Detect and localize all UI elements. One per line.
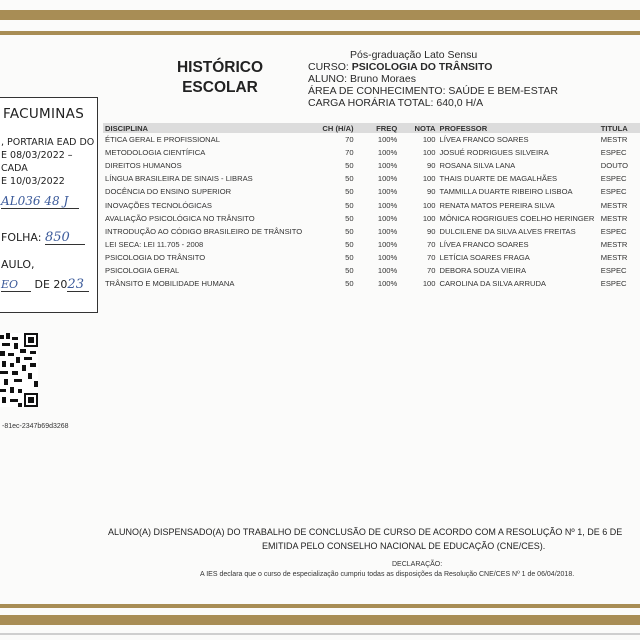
tcc-exemption-notice [108,525,640,553]
cell-nota: 90 [427,226,436,236]
cell-titulacao: MESTR [600,213,628,223]
bottom-page-edge [0,633,640,635]
cell-nota: 90 [427,161,436,171]
cell-professor: LETÍCIA SOARES FRAGA [439,252,530,262]
table-row [103,277,640,290]
cell-disciplina: INTRODUÇÃO AO CÓDIGO BRASILEIRO DE TRÂNSITO [105,226,303,236]
cell-freq: 100% [377,239,398,249]
course-row: CURSO: PSICOLOGIA DO TRÂNSITO [308,61,493,73]
cell-ch: 50 [345,161,354,171]
cell-titulacao: ESPEC [600,148,627,158]
cell-professor: THAIS DUARTE DE MAGALHÃES [439,174,558,184]
stamp-line-3: CADA [1,163,28,174]
document-title [145,58,295,98]
cell-ch: 50 [345,213,354,223]
verification-hash: -81ec-2347b69d3268 [2,423,69,430]
cell-freq: 100% [377,135,398,145]
student-name: Bruno Moraes [350,73,416,85]
table-row [103,172,640,185]
cell-nota: 90 [427,187,436,197]
cell-professor: JOSUÉ RODRIGUES SILVEIRA [439,148,549,158]
top-gold-band [0,10,640,20]
title-line-2: ESCOLAR [182,79,258,96]
cell-disciplina: INOVAÇÕES TECNOLÓGICAS [105,200,212,210]
cell-nota: 70 [427,265,436,275]
title-line-1: HISTÓRICO [176,59,264,76]
cell-ch: 50 [345,279,354,289]
grades-table [103,123,640,290]
header-nota: NOTA [399,123,437,133]
registration-stamp [0,97,98,313]
cell-professor: ROSANA SILVA LANA [439,161,516,171]
declaration-text: A IES declara que o curso de especialização cumpriu todas as disposições da Resolução CNE/CES Nº 1 de 06/04/2018. [200,571,575,578]
cell-disciplina: PSICOLOGIA GERAL [105,265,180,275]
stamp-year-label: DE 20 [34,278,68,291]
cell-nota: 100 [422,279,436,289]
cell-disciplina: PSICOLOGIA DO TRÂNSITO [105,252,206,262]
qr-code-icon [0,333,38,407]
table-row [103,185,640,198]
cell-titulacao: ESPEC [600,226,627,236]
table-header-row [103,123,640,133]
cell-titulacao: ESPEC [600,265,627,275]
cell-titulacao: ESPEC [600,279,627,289]
bottom-gold-line [0,604,640,608]
stamp-city: AULO, [1,258,35,271]
table-row [103,251,640,264]
table-row [103,159,640,172]
cell-disciplina: DOCÊNCIA DO ENSINO SUPERIOR [105,187,232,197]
cell-nota: 70 [427,252,436,262]
cell-ch: 50 [345,187,354,197]
cell-professor: TAMMILLA DUARTE RIBEIRO LISBOA [439,187,573,197]
header-ch: CH (H/A) [304,123,355,133]
stamp-line-2: E 08/03/2022 – [1,150,73,161]
cell-nota: 100 [422,213,436,223]
cell-professor: CAROLINA DA SILVA ARRUDA [439,279,546,289]
cell-professor: DEBORA SOUZA VIEIRA [439,265,527,275]
cell-nota: 70 [427,239,436,249]
student-row: ALUNO: Bruno Moraes [308,73,416,85]
cell-freq: 100% [377,187,398,197]
area-row: ÁREA DE CONHECIMENTO: SAÚDE E BEM-ESTAR [308,85,558,97]
cell-ch: 50 [345,226,354,236]
course-level: Pós-graduação Lato Sensu [350,49,478,61]
cell-freq: 100% [377,174,398,184]
cell-disciplina: AVALIAÇÃO PSICOLÓGICA NO TRÂNSITO [105,213,255,223]
stamp-month: EO [1,278,31,292]
cell-titulacao: ESPEC [600,174,627,184]
table-row [103,212,640,225]
cell-titulacao: DOUTO [600,161,629,171]
stamp-register-number: AL036 48 J [1,195,79,209]
table-row [103,238,640,251]
stamp-institution: FACUMINAS [3,106,85,122]
cell-disciplina: LEI SECA: LEI 11.705 - 2008 [105,239,204,249]
cell-ch: 50 [345,174,354,184]
workload-value: 640,0 H/A [436,97,484,109]
table-row [103,225,640,238]
stamp-year-value: 23 [67,278,89,292]
stamp-line-4: E 10/03/2022 [1,176,65,187]
cell-nota: 100 [422,200,436,210]
cell-freq: 100% [377,200,398,210]
cell-titulacao: ESPEC [600,187,627,197]
cell-ch: 50 [345,239,354,249]
workload-row: CARGA HORÁRIA TOTAL: 640,0 H/A [308,97,484,109]
exemption-line-1: ALUNO(A) DISPENSADO(A) DO TRABALHO DE CONCLUSÃO DE CURSO DE ACORDO COM A RESOLUÇÃO Nº 1, DE 6 DE [108,527,623,537]
cell-titulacao: MESTR [600,200,628,210]
table-row [103,146,640,159]
header-professor: PROFESSOR [438,123,599,133]
table-row [103,133,640,146]
cell-nota: 100 [422,148,436,158]
declaration [200,560,574,580]
cell-freq: 100% [377,265,398,275]
cell-freq: 100% [377,161,398,171]
cell-professor: RENATA MATOS PEREIRA SILVA [439,200,555,210]
cell-freq: 100% [377,213,398,223]
header-titulacao: TITULA [599,123,640,133]
cell-ch: 70 [345,135,354,145]
cell-professor: MÔNICA ROGRIGUES COELHO HERINGER [439,213,595,223]
cell-ch: 50 [345,200,354,210]
cell-ch: 70 [345,148,354,158]
cell-disciplina: ÉTICA GERAL E PROFISSIONAL [105,135,220,145]
table-row [103,198,640,211]
cell-professor: LÍVEA FRANCO SOARES [439,135,529,145]
stamp-folha-value: 850 [45,231,85,245]
table-row [103,264,640,277]
area-value: SAÚDE E BEM-ESTAR [448,85,558,97]
cell-freq: 100% [377,148,398,158]
cell-ch: 50 [345,252,354,262]
declaration-title: DECLARAÇÃO: [392,561,443,568]
cell-professor: LÍVEA FRANCO SOARES [439,239,529,249]
cell-nota: 100 [422,174,436,184]
header-disciplina: DISCIPLINA [103,123,304,133]
cell-ch: 50 [345,265,354,275]
course-name: PSICOLOGIA DO TRÂNSITO [351,61,493,73]
cell-disciplina: TRÂNSITO E MOBILIDADE HUMANA [105,279,235,289]
cell-freq: 100% [377,252,398,262]
cell-titulacao: MESTR [600,135,628,145]
cell-disciplina: DIREITOS HUMANOS [105,161,182,171]
bottom-gold-band [0,615,640,625]
cell-disciplina: METODOLOGIA CIENTÍFICA [105,148,206,158]
cell-titulacao: MESTR [600,252,628,262]
cell-nota: 100 [422,135,436,145]
cell-freq: 100% [377,226,398,236]
cell-disciplina: LÍNGUA BRASILEIRA DE SINAIS - LIBRAS [105,174,253,184]
cell-titulacao: MESTR [600,239,628,249]
stamp-folha-label: FOLHA: [1,231,42,244]
stamp-line-1: , PORTARIA EAD DO [1,137,95,148]
cell-professor: DULCILENE DA SILVA ALVES FREITAS [439,226,576,236]
course-info [308,49,558,109]
top-gold-line [0,31,640,35]
exemption-line-2: EMITIDA PELO CONSELHO NACIONAL DE EDUCAÇÃO (CNE/CES). [262,541,546,551]
header-freq: FREQ [356,123,400,133]
cell-freq: 100% [377,279,398,289]
